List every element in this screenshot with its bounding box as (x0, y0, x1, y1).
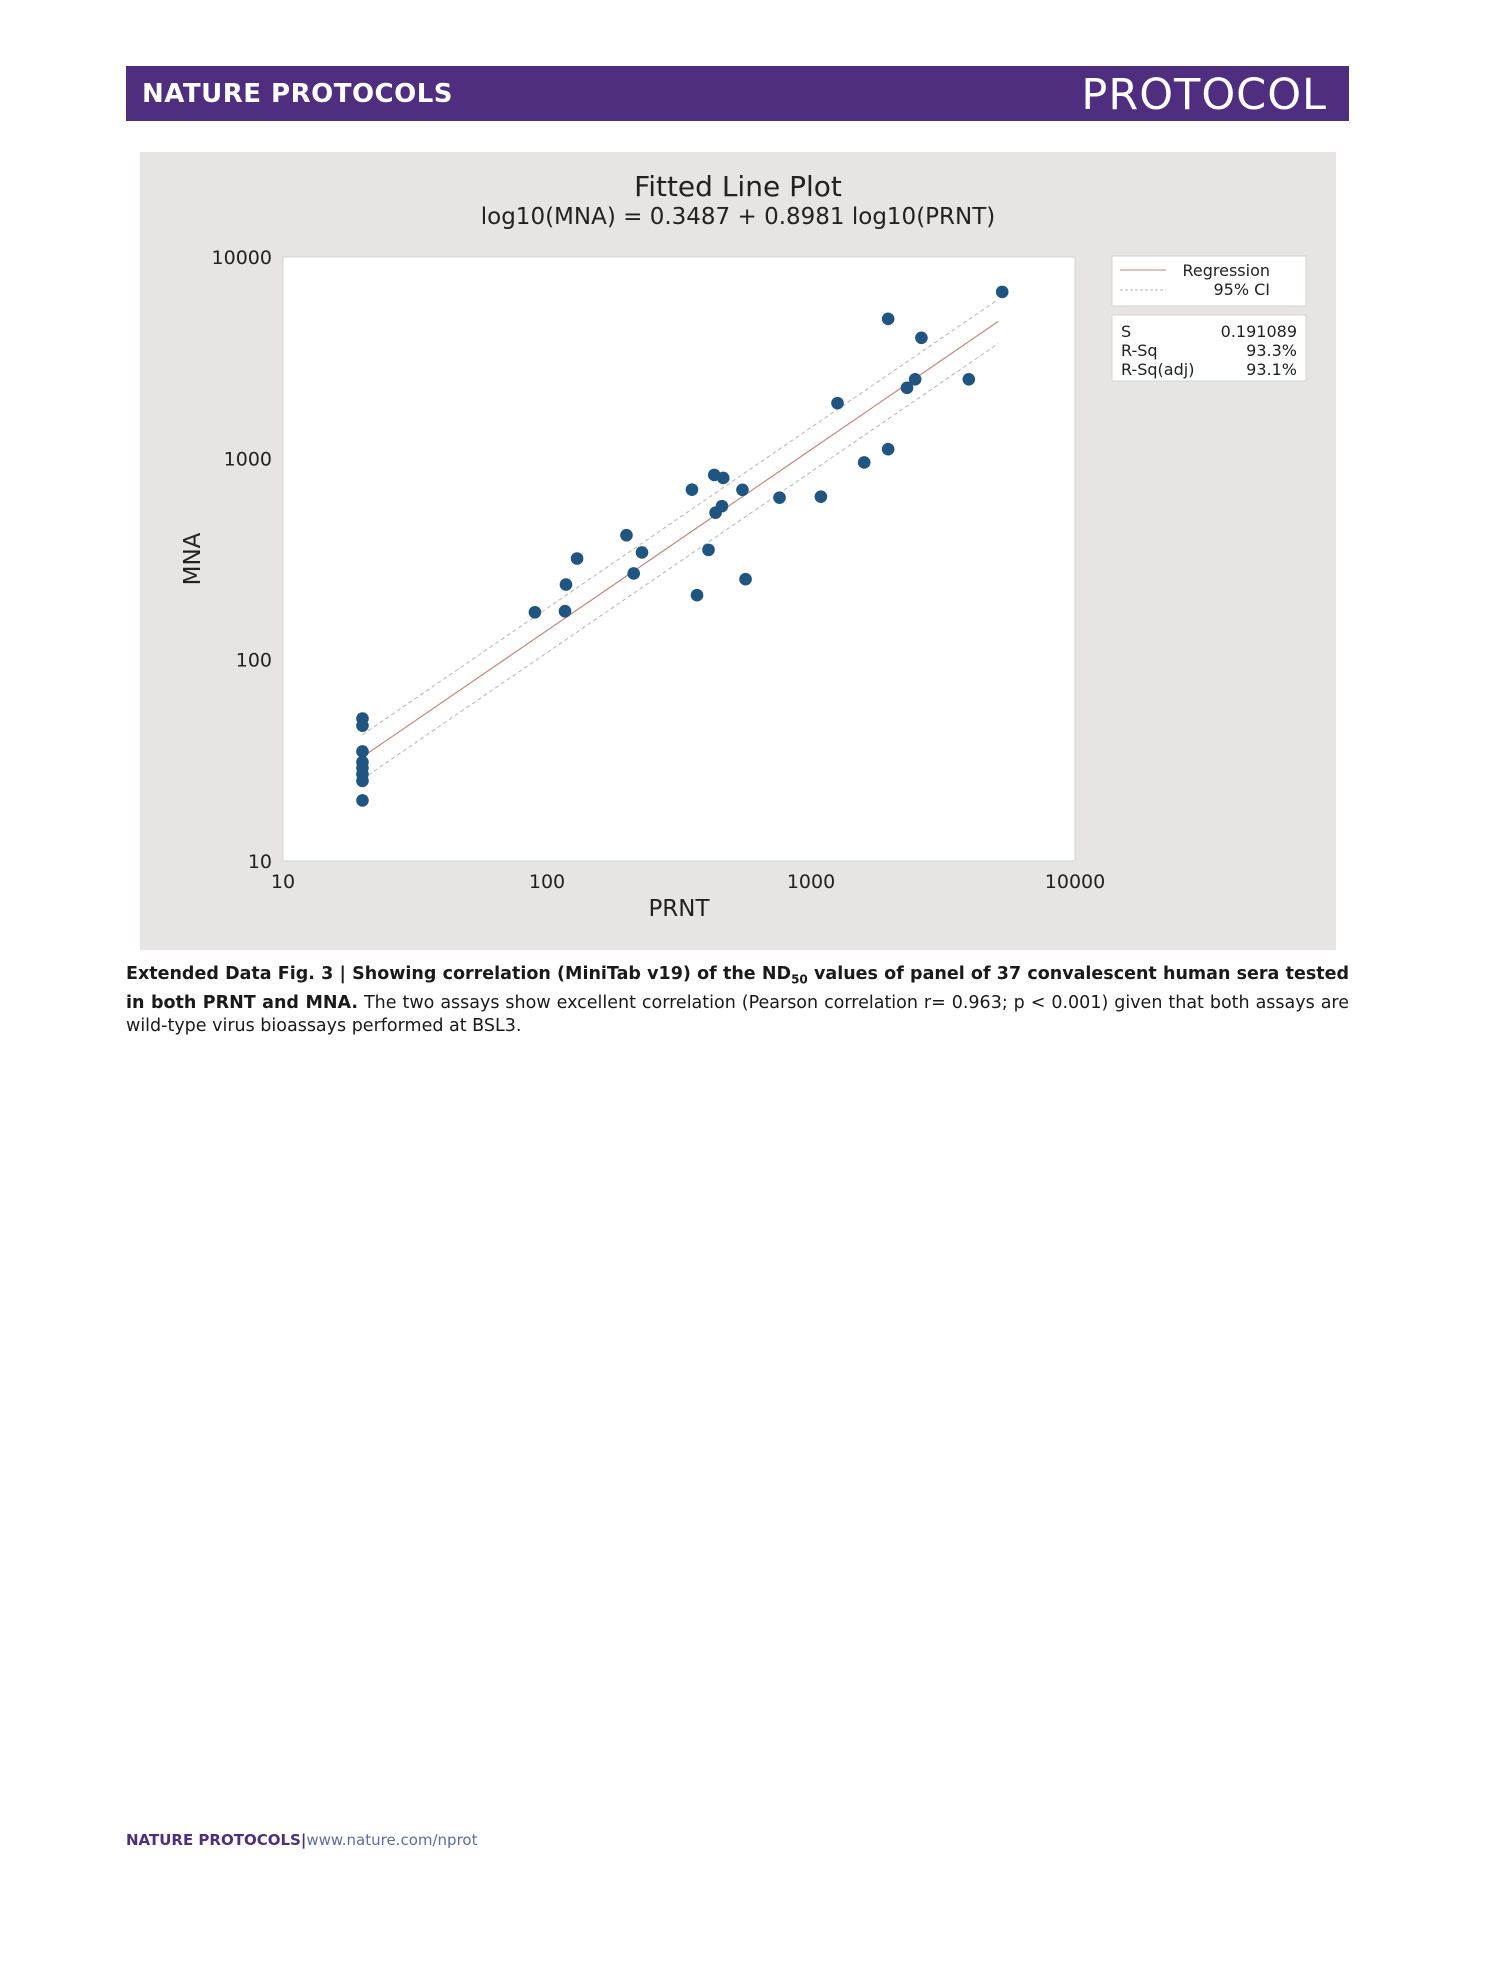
y-tick-label: 10000 (211, 247, 272, 269)
y-tick-label: 100 (235, 649, 272, 672)
legend-ci-label: 95% CI (1213, 280, 1270, 299)
caption-title-post: values of panel of 37 convalescent human sera tested in both PRNT and MNA. (126, 964, 1349, 1013)
caption-title-sub: 50 (791, 972, 808, 987)
x-tick-label: 1000 (786, 871, 836, 893)
data-point (356, 719, 369, 732)
figure-caption (126, 963, 1349, 1038)
page-footer (126, 1831, 477, 1849)
data-point (736, 483, 749, 496)
y-axis-label: MNA (180, 532, 206, 586)
data-point (620, 529, 633, 542)
data-point (831, 397, 844, 410)
caption-title-pre: Showing correlation (MiniTab v19) of the ND (345, 964, 792, 984)
data-point (996, 286, 1009, 299)
data-point (882, 443, 895, 456)
x-tick-label: 10 (270, 871, 296, 893)
chart-subtitle: log10(MNA) = 0.3487 + 0.8981 log10(PRNT) (480, 204, 996, 230)
footer-url-link[interactable]: www.nature.com/nprot (306, 1831, 478, 1849)
journal-name: NATURE PROTOCOLS (142, 79, 454, 109)
plot-area (283, 257, 1075, 861)
data-point (571, 552, 584, 565)
data-point (882, 313, 895, 326)
caption-label: Extended Data Fig. 3 | (126, 964, 346, 984)
legend-box (1112, 256, 1306, 306)
data-point (773, 491, 786, 504)
data-point (858, 456, 871, 469)
data-point (529, 606, 542, 619)
journal-header-bar (126, 66, 1349, 121)
stat-label-s: S (1121, 322, 1132, 341)
footer-separator: | (300, 1831, 307, 1849)
x-tick-label: 10000 (1044, 871, 1106, 893)
stat-value-rsq: 93.3% (1246, 341, 1297, 360)
y-tick-label: 10 (247, 851, 272, 873)
data-point (815, 490, 828, 503)
article-type: PROTOCOL (1081, 70, 1327, 120)
data-point (356, 794, 369, 807)
data-point (909, 373, 922, 386)
data-point (559, 605, 572, 618)
fitted-line-plot (140, 152, 1336, 950)
data-point (636, 546, 649, 559)
y-tick-label: 1000 (223, 448, 272, 471)
figure-panel (140, 152, 1336, 950)
data-point (962, 373, 975, 386)
stats-box (1112, 315, 1306, 381)
x-axis-ticks (271, 871, 1105, 893)
data-point (717, 472, 730, 485)
data-point (627, 567, 640, 580)
data-point (356, 775, 369, 788)
y-axis-ticks (212, 247, 272, 873)
stat-label-rsq-adj: R-Sq(adj) (1121, 360, 1195, 379)
data-point (691, 589, 704, 602)
legend-regression-label: Regression (1182, 261, 1270, 280)
data-point (739, 573, 752, 586)
data-point (915, 331, 928, 344)
x-tick-label: 100 (528, 871, 566, 893)
caption-body: The two assays show excellent correlation (Pearson correlation r= 0.963; p < 0.001) given that both assays are wild-type virus bioassays performed at BSL3. (126, 992, 1349, 1036)
stat-label-rsq: R-Sq (1121, 341, 1158, 360)
data-point (686, 483, 699, 496)
data-point (716, 500, 729, 513)
x-axis-label: PRNT (648, 896, 710, 922)
data-point (560, 578, 573, 591)
chart-title: Fitted Line Plot (634, 170, 842, 203)
data-point (702, 544, 715, 557)
stat-value-s: 0.191089 (1220, 322, 1297, 341)
footer-journal: NATURE PROTOCOLS (126, 1831, 301, 1849)
stat-value-rsq-adj: 93.1% (1246, 360, 1297, 379)
